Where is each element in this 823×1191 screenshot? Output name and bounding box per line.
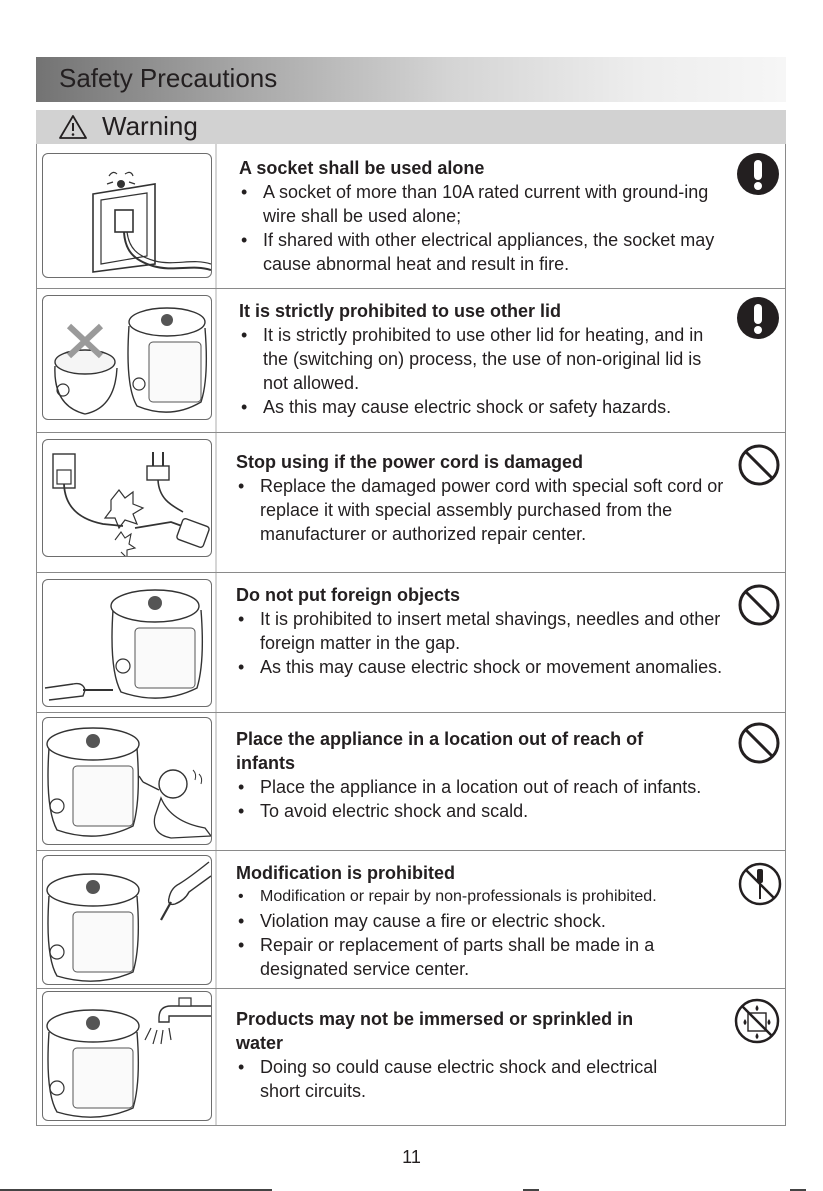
precaution-bullet: • To avoid electric shock and scald. <box>238 801 529 821</box>
prohibited-icon <box>737 443 781 487</box>
precaution-text <box>239 299 727 419</box>
mandatory-exclamation-icon <box>735 295 781 341</box>
mandatory-exclamation-icon <box>735 151 781 197</box>
warning-triangle-icon <box>58 114 88 140</box>
precaution-bullet: • Repair or replacement of parts shall be made in a designated service center. <box>238 935 655 979</box>
precaution-row <box>37 988 785 1127</box>
precaution-bullet: • Doing so could cause electric shock and electrical short circuits. <box>238 1057 658 1101</box>
warning-bar <box>36 110 786 144</box>
warning-label: Warning <box>102 111 198 141</box>
precaution-bullet: • It is prohibited to insert metal shavings, needles and other foreign matter in the gap. <box>238 609 721 653</box>
precaution-row <box>37 712 785 851</box>
precaution-row <box>37 850 785 989</box>
precaution-heading: A socket shall be used alone <box>239 158 485 178</box>
prohibited-icon <box>737 583 781 627</box>
precaution-text <box>239 156 727 276</box>
precaution-bullet: • Violation may cause a fire or electric shock. <box>238 911 606 931</box>
precaution-text <box>236 1007 677 1103</box>
precaution-bullet: • As this may cause electric shock or safety hazards. <box>241 397 672 417</box>
precaution-text <box>236 861 733 981</box>
precaution-heading: Place the appliance in a location out of reach of infants <box>236 729 644 773</box>
infant-illustration <box>42 717 212 845</box>
precaution-bullet: • Place the appliance in a location out of reach of infants. <box>238 777 702 797</box>
precaution-row <box>37 432 785 571</box>
modification-illustration <box>42 855 212 985</box>
precaution-row <box>37 144 785 286</box>
precaution-heading: Products may not be immersed or sprinkled in water <box>236 1009 634 1053</box>
precautions-table <box>36 144 786 1126</box>
section-header <box>36 57 786 102</box>
precaution-heading: Modification is prohibited <box>236 863 455 883</box>
precaution-bullet: • Replace the damaged power cord with special soft cord or replace it with special assembly purchased from the manufacturer or authorized repair center. <box>238 476 724 544</box>
foreign-objects-illustration <box>42 579 212 707</box>
precaution-bullet: • Modification or repair by non-professionals is prohibited. <box>238 888 657 905</box>
precaution-text <box>236 583 727 679</box>
damaged-cord-illustration <box>42 439 212 557</box>
no-water-icon <box>733 997 781 1045</box>
other-lid-illustration <box>42 295 212 420</box>
precaution-heading: It is strictly prohibited to use other lid <box>239 301 562 321</box>
precaution-bullet: • A socket of more than 10A rated current with ground-ing wire shall be used alone; <box>241 182 709 226</box>
precaution-bullet: • As this may cause electric shock or movement anomalies. <box>238 657 723 677</box>
no-disassembly-icon <box>737 861 783 907</box>
water-illustration <box>42 991 212 1121</box>
socket-illustration <box>42 153 212 278</box>
precaution-bullet: • It is strictly prohibited to use other lid for heating, and in the (switching on) process, the use of non-original lid is not allowed. <box>241 325 704 393</box>
precaution-row <box>37 572 785 711</box>
precaution-text <box>236 727 747 823</box>
precaution-row <box>37 288 785 431</box>
prohibited-icon <box>737 721 781 765</box>
page-title: Safety Precautions <box>59 63 278 93</box>
precaution-text <box>236 450 727 546</box>
precaution-bullet: • If shared with other electrical appliances, the socket may cause abnormal heat and result in fire. <box>241 230 715 274</box>
precaution-heading: Do not put foreign objects <box>236 585 460 605</box>
page-number: 11 <box>402 1147 421 1167</box>
precaution-heading: Stop using if the power cord is damaged <box>236 452 584 472</box>
